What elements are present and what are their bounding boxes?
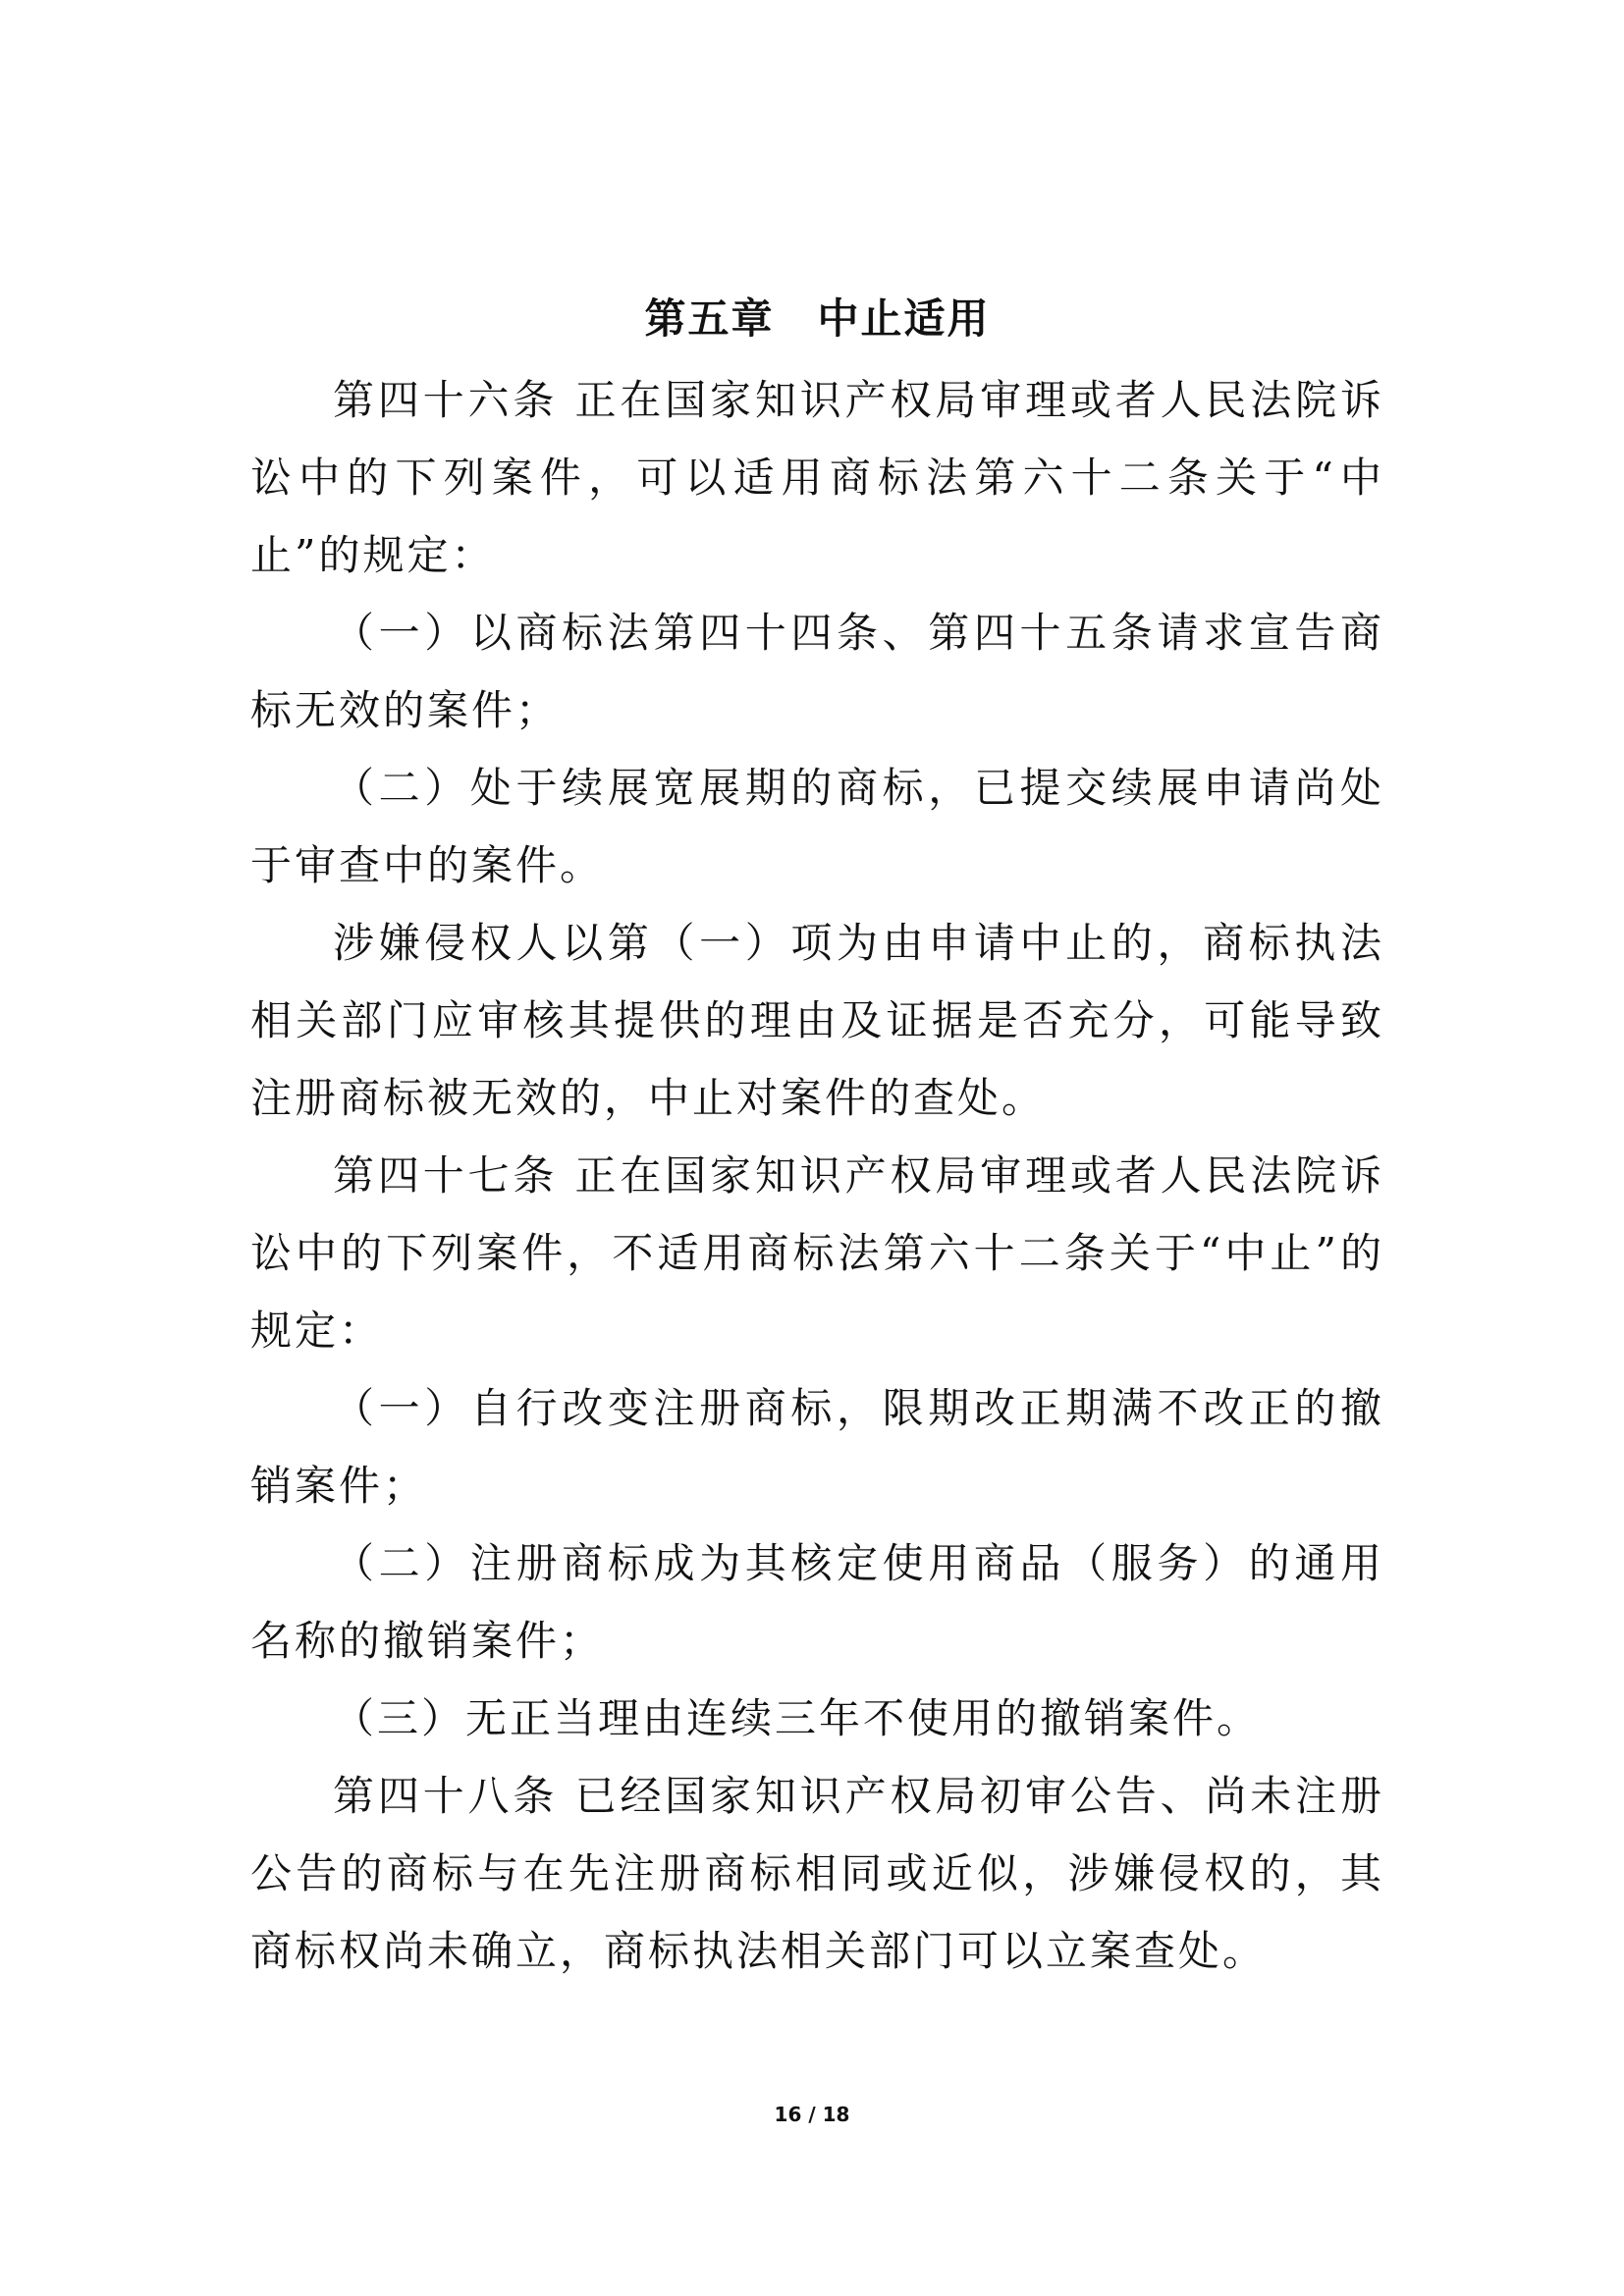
paragraph-article-48: 第四十八条 已经国家知识产权局初审公告、尚未注册公告的商标与在先注册商标相同或近似，涉嫌侵权的，其商标权尚未确立，商标执法相关部门可以立案查处。 bbox=[250, 1772, 1384, 1975]
paragraph-article-47-item-1: （一）自行改变注册商标，限期改正期满不改正的撤销案件； bbox=[250, 1384, 1384, 1510]
paragraph-article-46-item-2: （二）处于续展宽展期的商标，已提交续展申请尚处于审查中的案件。 bbox=[250, 764, 1384, 889]
chapter-title: 第五章 中止适用 bbox=[644, 294, 991, 343]
page-content bbox=[250, 285, 1384, 1990]
paragraph-article-47-item-3: （三）无正当理由连续三年不使用的撤销案件。 bbox=[333, 1694, 1262, 1742]
paragraph-article-46-item-1: （一）以商标法第四十四条、第四十五条请求宣告商标无效的案件； bbox=[250, 609, 1384, 734]
page-number: 16 / 18 bbox=[774, 2103, 850, 2126]
paragraph-article-46: 第四十六条 正在国家知识产权局审理或者人民法院诉讼中的下列案件，可以适用商标法第六十二条关于“中止”的规定： bbox=[250, 376, 1384, 579]
paragraph-article-47: 第四十七条 正在国家知识产权局审理或者人民法院诉讼中的下列案件，不适用商标法第六十二条关于“中止”的规定： bbox=[250, 1151, 1384, 1355]
paragraph-article-47-item-2: （二）注册商标成为其核定使用商品（服务）的通用名称的撤销案件； bbox=[250, 1539, 1384, 1665]
paragraph-article-46-note: 涉嫌侵权人以第（一）项为由申请中止的，商标执法相关部门应审核其提供的理由及证据是否充分，可能导致注册商标被无效的，中止对案件的查处。 bbox=[250, 919, 1384, 1122]
